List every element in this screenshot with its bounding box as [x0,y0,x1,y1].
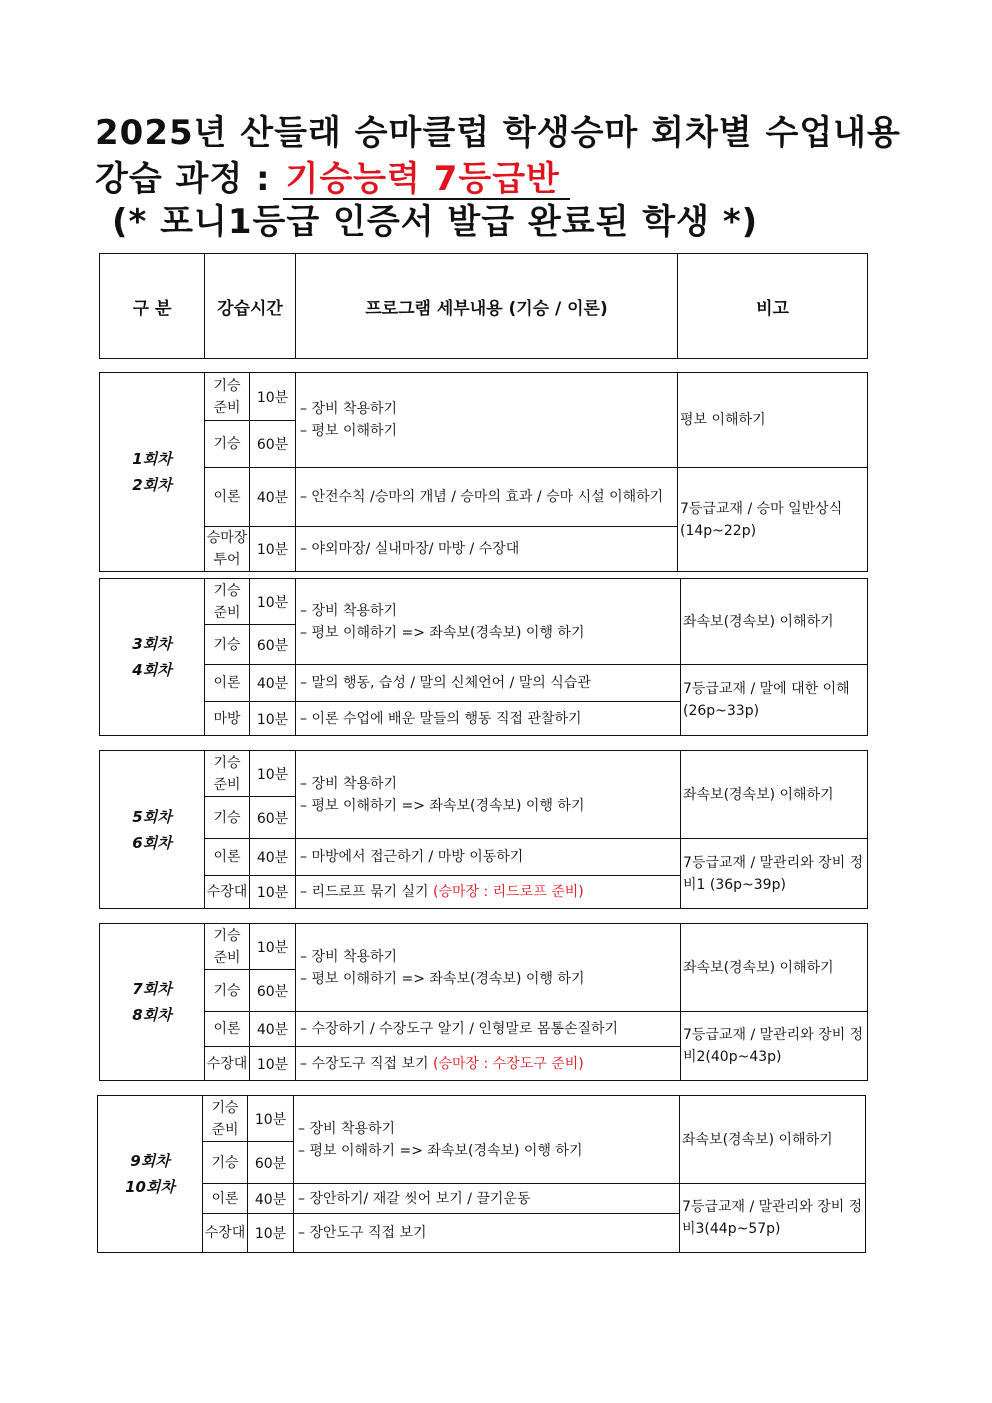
duration: 40분 [250,665,296,702]
session-block-1-2 [99,372,868,572]
header-remarks: 비고 [678,254,868,359]
theory-note: 7등급교재 / 말관리와 장비 정비3(44p~57p) [680,1184,866,1253]
practice-description: – 리드로프 묶기 실기 (승마장 : 리드로프 준비) [296,876,681,909]
riding-note: 평보 이해하기 [678,373,868,468]
practice-description: – 이론 수업에 배운 말들의 행동 직접 관찰하기 [296,702,681,736]
activity-type: 기승 [203,1142,248,1184]
duration: 40분 [250,468,296,527]
duration: 10분 [250,876,296,909]
theory-note: 7등급교재 / 말에 대한 이해 (26p~33p) [681,665,868,736]
activity-type: 기승 준비 [205,751,250,797]
activity-type: 기승 [205,421,250,468]
activity-type: 기승 준비 [205,579,250,625]
practice-description: – 야외마장/ 실내마장/ 마방 / 수장대 [296,527,678,572]
theory-note: 7등급교재 / 말관리와 장비 정비2(40p~43p) [681,1012,868,1081]
session-label: 5회차 6회차 [100,751,205,909]
duration: 10분 [250,579,296,625]
theory-note: 7등급교재 / 말관리와 장비 정비1 (36p~39p) [681,839,868,909]
duration: 60분 [250,421,296,468]
session-block-3-4 [99,578,868,736]
course-name: 기승능력 7등급반 [283,160,569,200]
theory-description: – 안전수칙 /승마의 개념 / 승마의 효과 / 승마 시설 이해하기 [296,468,678,527]
activity-type: 기승 [205,797,250,839]
duration: 10분 [250,1047,296,1081]
activity-type: 기승 준비 [203,1096,248,1142]
header-table [99,253,868,359]
session-label: 9회차 10회차 [98,1096,203,1253]
header-time: 강습시간 [205,254,296,359]
activity-type: 마방 [205,702,250,736]
activity-type: 승마장 투어 [205,527,250,572]
course-label: 강습 과정 : [95,159,284,199]
duration: 10분 [250,373,296,421]
theory-description: – 수장하기 / 수장도구 알기 / 인형말로 몸통손질하기 [296,1012,681,1047]
activity-type: 수장대 [203,1214,248,1253]
course-line [95,159,570,200]
activity-type: 기승 준비 [205,373,250,421]
header-category: 구 분 [100,254,205,359]
session-label: 3회차 4회차 [100,579,205,736]
practice-description: – 수장도구 직접 보기 (승마장 : 수장도구 준비) [296,1047,681,1081]
riding-note: 좌속보(경속보) 이해하기 [681,579,868,665]
activity-type: 이론 [205,468,250,527]
activity-type: 이론 [205,1012,250,1047]
activity-type: 수장대 [205,876,250,909]
theory-description: – 마방에서 접근하기 / 마방 이동하기 [296,839,681,876]
riding-description: – 장비 착용하기 – 평보 이해하기 => 좌속보(경속보) 이행 하기 [296,924,681,1012]
practice-description: – 장안도구 직접 보기 [294,1214,680,1253]
riding-description: – 장비 착용하기 – 평보 이해하기 => 좌속보(경속보) 이행 하기 [296,751,681,839]
session-block-7-8 [99,923,868,1081]
riding-description: – 장비 착용하기 – 평보 이해하기 [296,373,678,468]
theory-description: – 장안하기/ 재갈 씻어 보기 / 끌기운동 [294,1184,680,1214]
riding-description: – 장비 착용하기 – 평보 이해하기 => 좌속보(경속보) 이행 하기 [296,579,681,665]
activity-type: 이론 [205,839,250,876]
session-block-5-6 [99,750,868,909]
duration: 10분 [250,702,296,736]
duration: 10분 [250,527,296,572]
eligibility-note: (* 포니1등급 인증서 발급 완료된 학생 *) [112,202,759,242]
theory-note: 7등급교재 / 승마 일반상식(14p~22p) [678,468,868,572]
duration: 10분 [250,751,296,797]
activity-type: 기승 [205,970,250,1012]
riding-note: 좌속보(경속보) 이해하기 [681,751,868,839]
duration: 60분 [250,625,296,665]
duration: 60분 [248,1142,294,1184]
duration: 10분 [248,1096,294,1142]
activity-type: 기승 [205,625,250,665]
theory-description: – 말의 행동, 습성 / 말의 신체언어 / 말의 식습관 [296,665,681,702]
activity-type: 이론 [203,1184,248,1214]
activity-type: 기승 준비 [205,924,250,970]
session-label: 7회차 8회차 [100,924,205,1081]
activity-type: 수장대 [205,1047,250,1081]
duration: 10분 [250,924,296,970]
document-title: 2025년 산들래 승마클럽 학생승마 회차별 수업내용 [95,113,901,153]
duration: 10분 [248,1214,294,1253]
duration: 60분 [250,970,296,1012]
riding-note: 좌속보(경속보) 이해하기 [680,1096,866,1184]
header-program: 프로그램 세부내용 (기승 / 이론) [296,254,678,359]
riding-note: 좌속보(경속보) 이해하기 [681,924,868,1012]
duration: 40분 [248,1184,294,1214]
session-label: 1회차 2회차 [100,373,205,572]
session-block-9-10 [97,1095,866,1253]
activity-type: 이론 [205,665,250,702]
duration: 40분 [250,1012,296,1047]
duration: 60분 [250,797,296,839]
duration: 40분 [250,839,296,876]
riding-description: – 장비 착용하기 – 평보 이해하기 => 좌속보(경속보) 이행 하기 [294,1096,680,1184]
